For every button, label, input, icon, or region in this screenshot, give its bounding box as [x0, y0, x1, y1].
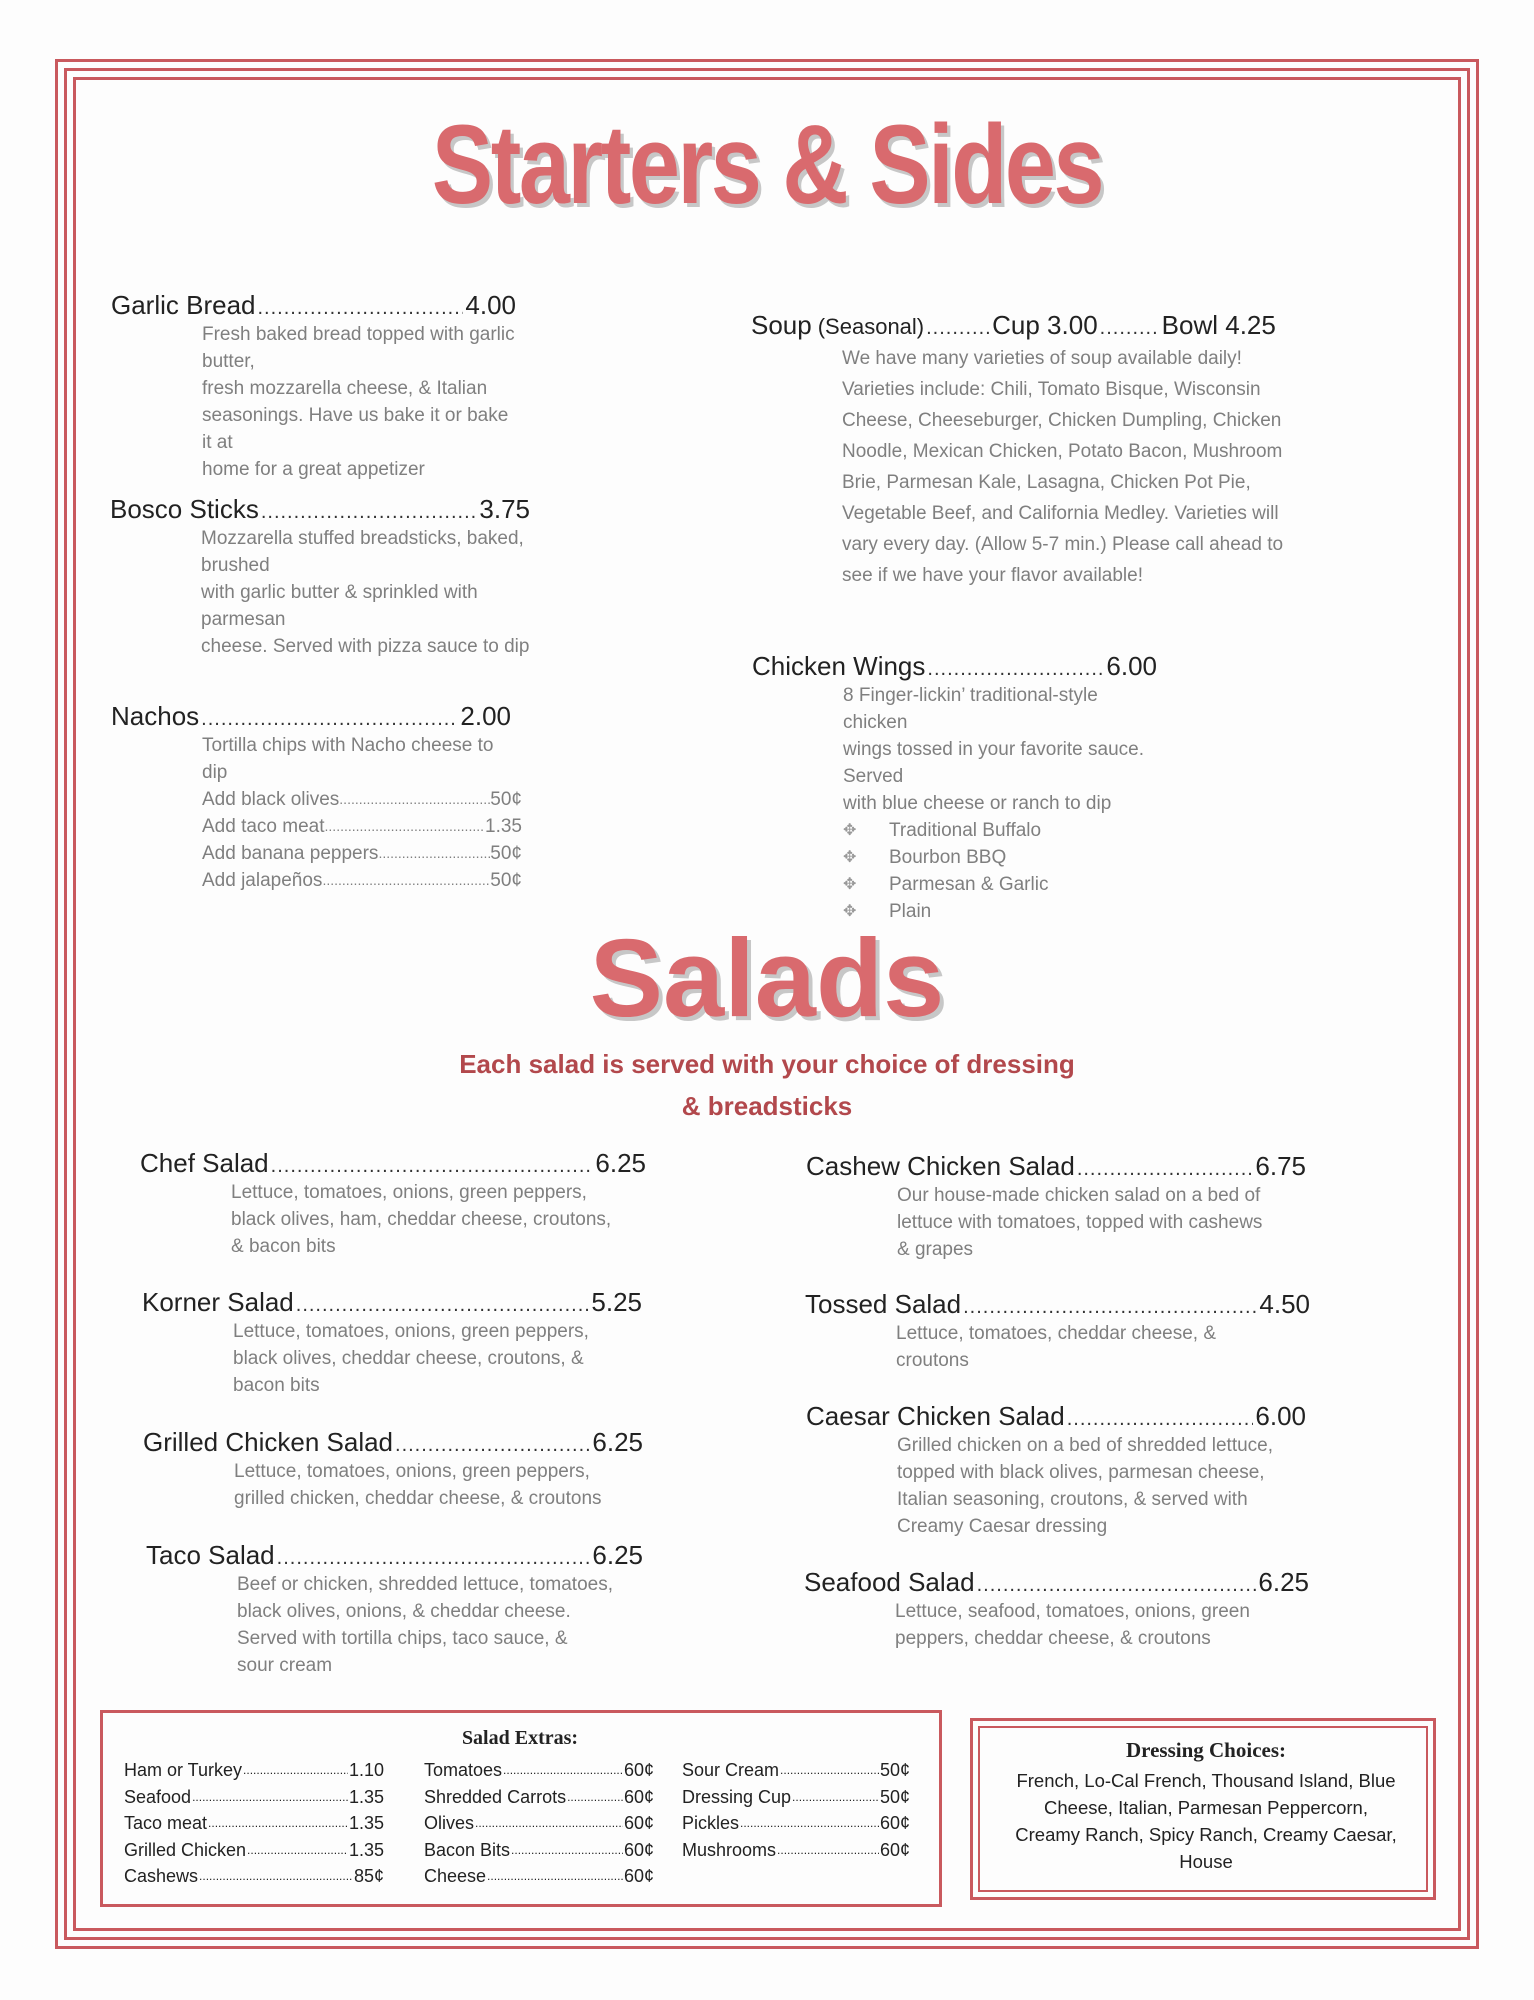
menu-item-taco-salad: [146, 1540, 643, 1679]
extras-column-3: [682, 1757, 910, 1863]
item-name: Garlic Bread: [111, 290, 256, 320]
diamond-bullet-icon: ✥: [843, 903, 857, 920]
menu-item-soup: [751, 310, 1311, 591]
extra-row: Olives ..... 60¢: [424, 1810, 654, 1837]
menu-item-chicken-wings: [752, 651, 1157, 925]
dressing-choices-list: French, Lo-Cal French, Thousand Island, Blue Cheese, Italian, Parmesan Peppercorn, Creamy Ranch, Spicy Ranch, Creamy Caesar, House: [1015, 1770, 1397, 1872]
extra-row: Cheese ..... 60¢: [424, 1863, 654, 1890]
diamond-bullet-icon: ✥: [843, 876, 857, 893]
item-name: Tossed Salad: [805, 1289, 962, 1319]
extra-row: Shredded Carrots ..... 60¢: [424, 1784, 654, 1811]
item-description: Lettuce, tomatoes, onions, green peppers, black olives, ham, cheddar cheese, croutons, & bacon bits: [231, 1182, 612, 1257]
item-description: Tortilla chips with Nacho cheese to dip Add black olives ..... 50¢ Add taco meat ..... 1.35 Add banana peppers ..... 50¢ Add jalapeños ..... 50¢: [202, 732, 511, 894]
extra-row: Sour Cream ..... 50¢: [682, 1757, 910, 1784]
extra-row: Mushrooms ..... 60¢: [682, 1837, 910, 1864]
item-name: Nachos: [111, 701, 200, 731]
item-description: Beef or chicken, shredded lettuce, tomatoes, black olives, onions, & cheddar cheese. Served with tortilla chips, taco sauce, & sour cream: [237, 1574, 613, 1676]
bowl-price: Bowl 4.25: [1161, 310, 1276, 340]
salad-extras-title: Salad Extras:: [461, 1727, 579, 1749]
extra-row: Taco meat ..... 1.35: [124, 1810, 384, 1837]
extra-row: Ham or Turkey ..... 1.10: [124, 1757, 384, 1784]
item-name: Chicken Wings: [752, 651, 926, 681]
menu-item-tossed-salad: [805, 1289, 1310, 1374]
menu-item-seafood-salad: [804, 1567, 1309, 1652]
item-price: 6.25: [1258, 1567, 1309, 1597]
starters-title: Starters & Sides: [431, 102, 1103, 227]
menu-item-bosco-sticks: [110, 494, 530, 660]
item-price: 5.25: [591, 1287, 642, 1317]
item-description: Lettuce, tomatoes, onions, green peppers, grilled chicken, cheddar cheese, & croutons: [234, 1461, 602, 1509]
item-price: 6.75: [1255, 1151, 1306, 1181]
item-description: Lettuce, seafood, tomatoes, onions, green peppers, cheddar cheese, & croutons: [895, 1601, 1250, 1649]
item-name: Seafood Salad: [804, 1567, 975, 1597]
salads-title: Salads: [589, 917, 945, 1040]
salads-subtitle: Each salad is served with your choice of dressing & breadsticks: [459, 1049, 1075, 1121]
flavor-item: ✥ Parmesan & Garlic: [843, 871, 1157, 898]
extra-row: Dressing Cup ..... 50¢: [682, 1784, 910, 1811]
extra-row: Pickles ..... 60¢: [682, 1810, 910, 1837]
dressing-choices-title: Dressing Choices:: [1125, 1738, 1287, 1762]
extra-row: Cashews ..... 85¢: [124, 1863, 384, 1890]
item-name: Soup: [751, 310, 812, 340]
item-description: Mozzarella stuffed breadsticks, baked, brushed with garlic butter & sprinkled with parmesan cheese. Served with pizza sauce to dip: [201, 528, 530, 657]
addon-row: Add banana peppers ..... 50¢: [202, 840, 522, 867]
item-name: Cashew Chicken Salad: [806, 1151, 1075, 1181]
item-description: We have many varieties of soup available daily! Varieties include: Chili, Tomato Bisque, Wisconsin Cheese, Cheeseburger, Chicken Dumpling, Chicken Noodle, Mexican Chicken, Potato Bacon, Mushroom Brie, Parmesan Kale, Lasagna, Chicken Pot Pie, Vegetable Beef, and California Medley. Varieties will vary every day. (Allow 5-7 min.) Please call ahead to see if we have your flavor available!: [842, 348, 1284, 586]
extra-row: Tomatoes ..... 60¢: [424, 1757, 654, 1784]
item-description: Grilled chicken on a bed of shredded lettuce, topped with black olives, parmesan cheese, Italian seasoning, croutons, & served with Creamy Caesar dressing: [897, 1435, 1274, 1537]
addon-row: Add black olives ..... 50¢: [202, 786, 522, 813]
cup-price: Cup 3.00: [992, 310, 1098, 340]
item-price: 2.00: [460, 701, 511, 731]
item-description: Fresh baked bread topped with garlic butter, fresh mozzarella cheese, & Italian seasonings. Have us bake it or bake it at home for a great appetizer: [202, 324, 515, 480]
item-price: 6.00: [1255, 1401, 1306, 1431]
flavor-item: ✥ Traditional Buffalo: [843, 817, 1157, 844]
item-name: Korner Salad: [142, 1287, 294, 1317]
item-name: Chef Salad: [140, 1148, 269, 1178]
diamond-bullet-icon: ✥: [843, 822, 857, 839]
item-description: Lettuce, tomatoes, cheddar cheese, & croutons: [896, 1323, 1217, 1371]
item-price: 4.00: [465, 290, 516, 320]
extras-column-2: [424, 1757, 654, 1890]
diamond-bullet-icon: ✥: [843, 849, 857, 866]
item-price: 6.25: [592, 1427, 643, 1457]
menu-item-chef-salad: [140, 1148, 646, 1260]
item-name: Taco Salad: [146, 1540, 275, 1570]
extra-row: Grilled Chicken ..... 1.35: [124, 1837, 384, 1864]
menu-item-cashew-chicken-salad: [806, 1151, 1306, 1263]
menu-item-nachos: [111, 701, 522, 894]
item-price: 4.50: [1259, 1289, 1310, 1319]
flavor-item: ✥ Plain: [843, 898, 1157, 925]
item-name: Caesar Chicken Salad: [806, 1401, 1065, 1431]
extra-row: Bacon Bits ..... 60¢: [424, 1837, 654, 1864]
menu-item-caesar-chicken-salad: [806, 1401, 1306, 1540]
item-description: Lettuce, tomatoes, onions, green peppers, black olives, cheddar cheese, croutons, & bacon bits: [233, 1321, 589, 1396]
extra-row: Seafood ..... 1.35: [124, 1784, 384, 1811]
item-price: 3.75: [479, 494, 530, 524]
item-price: 6.25: [595, 1148, 646, 1178]
item-description: 8 Finger-lickin’ traditional-style chicken wings tossed in your favorite sauce. Served with blue cheese or ranch to dip ✥ Traditional Buffalo ✥ Bourbon BBQ ✥ Parmesan & Garlic ✥ Plain: [843, 682, 1157, 925]
menu-item-garlic-bread: [111, 290, 516, 483]
addon-row: Add jalapeños ..... 50¢: [202, 867, 522, 894]
item-name: Grilled Chicken Salad: [143, 1427, 394, 1457]
menu-item-grilled-chicken-salad: [143, 1427, 643, 1512]
item-price: 6.00: [1106, 651, 1157, 681]
extras-column-1: [124, 1757, 384, 1890]
flavor-item: ✥ Bourbon BBQ: [843, 844, 1157, 871]
item-note: (Seasonal): [817, 314, 925, 339]
addon-row: Add taco meat ..... 1.35: [202, 813, 522, 840]
item-description: Our house-made chicken salad on a bed of lettuce with tomatoes, topped with cashews & grapes: [897, 1185, 1263, 1260]
item-name: Bosco Sticks: [110, 494, 259, 524]
item-price: 6.25: [592, 1540, 643, 1570]
menu-item-korner-salad: [142, 1287, 642, 1399]
